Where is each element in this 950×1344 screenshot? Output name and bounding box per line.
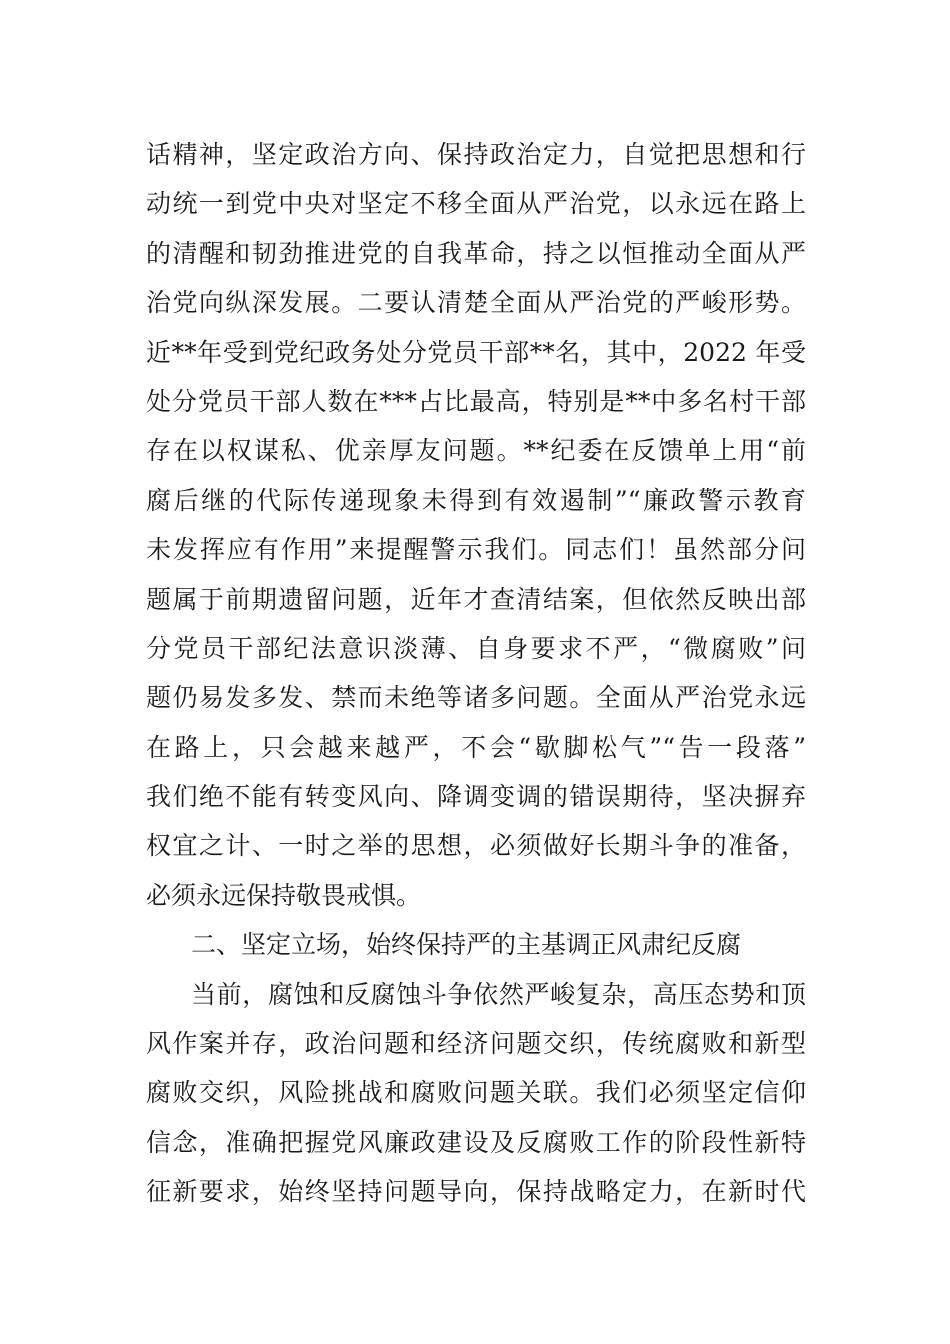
text-line: 征新要求，始终坚持问题导向，保持战略定力，在新时代 <box>146 1177 806 1207</box>
text-line: 腐败交织，风险挑战和腐败问题关联。我们必须坚定信仰 <box>146 1078 806 1108</box>
text-line: 分党员干部纪法意识淡薄、自身要求不严，“微腐败”问 <box>146 633 806 663</box>
text-line: 我们绝不能有转变风向、降调变调的错误期待，坚决摒弃 <box>146 782 806 812</box>
text-line: 权宜之计、一时之举的思想，必须做好长期斗争的准备， <box>146 831 806 861</box>
text-line: 信念，准确把握党风廉政建设及反腐败工作的阶段性新特 <box>146 1127 806 1157</box>
text-line: 在路上，只会越来越严，不会“歇脚松气”“告一段落” <box>146 732 806 762</box>
text-line: 题属于前期遗留问题，近年才查清结案，但依然反映出部 <box>146 584 806 614</box>
text-line: 的清醒和韧劲推进党的自我革命，持之以恒推动全面从严 <box>146 238 806 268</box>
section-heading: 二、坚定立场，始终保持严的主基调正风肃纪反腐 <box>191 930 742 960</box>
text-line: 处分党员干部人数在***占比最高，特别是**中多名村干部 <box>146 386 806 416</box>
text-line: 风作案并存，政治问题和经济问题交织，传统腐败和新型 <box>146 1029 806 1059</box>
text-line: 近**年受到党纪政务处分党员干部**名，其中，2022 年受 <box>146 337 806 367</box>
text-line: 动统一到党中央对坚定不移全面从严治党，以永远在路上 <box>146 189 806 219</box>
text-line: 必须永远保持敬畏戒惧。 <box>146 880 422 910</box>
text-line: 话精神，坚定政治方向、保持政治定力，自觉把思想和行 <box>146 140 806 169</box>
text-line: 题仍易发多发、禁而未绝等诸多问题。全面从严治党永远 <box>146 683 806 713</box>
body-text <box>146 130 806 1217</box>
text-line: 腐后继的代际传递现象未得到有效遏制”“廉政警示教育 <box>146 485 806 515</box>
text-line: 未发挥应有作用”来提醒警示我们。同志们！虽然部分问 <box>146 535 806 565</box>
text-line: 当前，腐蚀和反腐蚀斗争依然严峻复杂，高压态势和顶 <box>191 979 806 1009</box>
text-line: 治党向纵深发展。二要认清楚全面从严治党的严峻形势。 <box>146 288 806 318</box>
text-line: 存在以权谋私、优亲厚友问题。**纪委在反馈单上用“前 <box>146 436 806 466</box>
